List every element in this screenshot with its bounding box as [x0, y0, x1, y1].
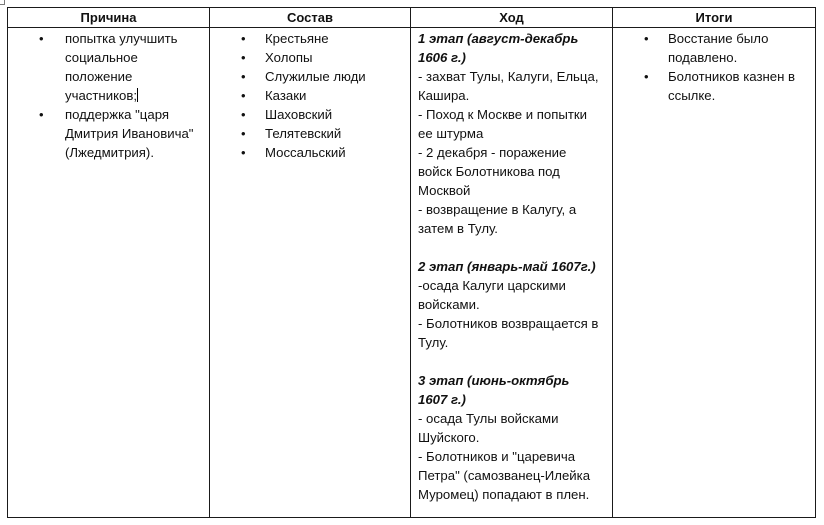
composition-list [210, 28, 410, 162]
header-row [8, 8, 816, 28]
list-item: • Крестьяне [210, 29, 410, 48]
stage-1-line: - Поход к Москве и попытки ее штурма [418, 107, 587, 141]
results-list [613, 28, 815, 105]
stage-1-title: 1 этап (август-декабрь 1606 г.) [418, 31, 579, 65]
stage-2-title: 2 этап (январь-май 1607г.) [418, 259, 596, 274]
list-item: • Моссальский [210, 143, 410, 162]
results-cell[interactable] [613, 28, 816, 518]
list-item: • Шаховский [210, 105, 410, 124]
list-item: • Холопы [210, 48, 410, 67]
header-composition[interactable]: Состав [210, 8, 411, 28]
list-item: • Болотников казнен в ссылке. [613, 67, 815, 105]
stage-2-line: -осада Калуги царскими войсками. [418, 278, 566, 312]
page-corner-marker [0, 0, 5, 5]
stage-1-line: - захват Тулы, Калуги, Ельца, Кашира. [418, 69, 599, 103]
composition-cell[interactable] [210, 28, 411, 518]
list-item: • Телятевский [210, 124, 410, 143]
header-results[interactable]: Итоги [613, 8, 816, 28]
header-course[interactable]: Ход [411, 8, 613, 28]
stage-3-line: - Болотников и "царевича Петра" (самозванец-Илейка Муромец) попадают в плен. [418, 449, 591, 502]
reason-list [8, 28, 209, 162]
list-item: • Казаки [210, 86, 410, 105]
stage-1-line: - 2 декабря - поражение войск Болотникова под Москвой [418, 145, 567, 198]
list-item: • поддержка "царя Дмитрия Ивановича" (Лжедмитрия). [8, 105, 209, 162]
stage-2-line: - Болотников возвращается в Тулу. [418, 316, 599, 350]
stage-3-line: - осада Тулы войсками Шуйского. [418, 411, 559, 445]
list-item: • Восстание было подавлено. [613, 29, 815, 67]
content-row [8, 28, 816, 518]
list-item: • Служилые люди [210, 67, 410, 86]
course-cell[interactable] [411, 28, 613, 518]
list-item: • попытка улучшить социальное положение участников; [8, 29, 209, 105]
stage-1-line: - возвращение в Калугу, а затем в Тулу. [418, 202, 577, 236]
reason-cell[interactable] [8, 28, 210, 518]
text-cursor [137, 88, 138, 102]
header-reason[interactable]: Причина [8, 8, 210, 28]
course-body [411, 28, 612, 504]
stage-3-title: 3 этап (июнь-октябрь 1607 г.) [418, 373, 570, 407]
uprising-table [7, 7, 816, 518]
